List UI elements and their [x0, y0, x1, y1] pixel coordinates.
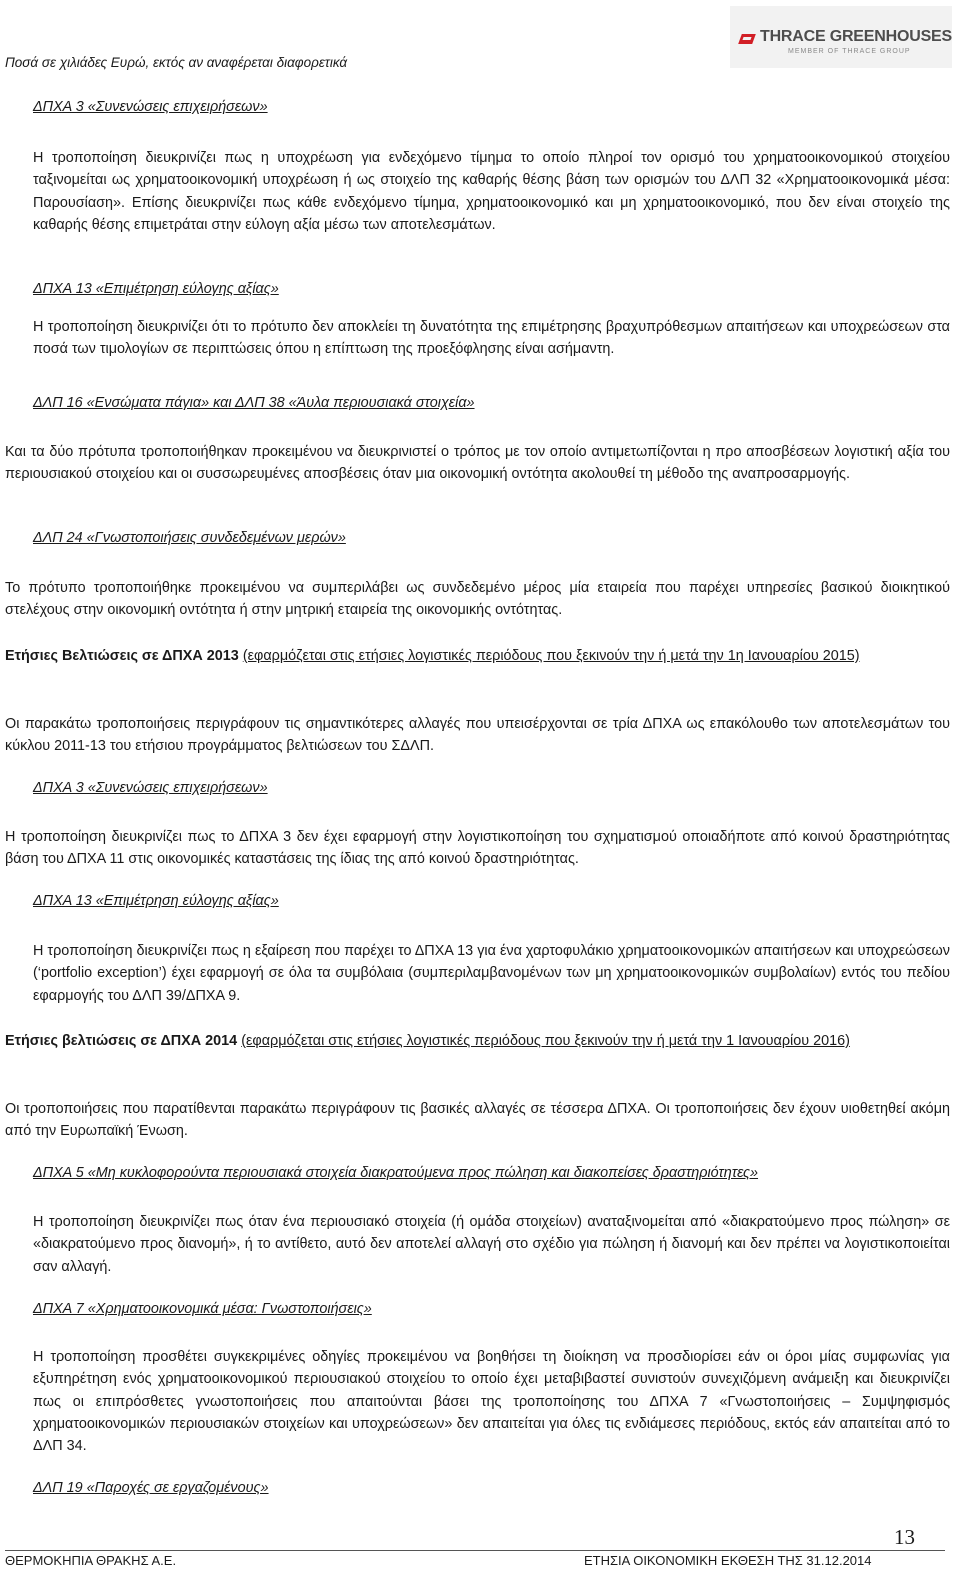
section-heading: ΔΠΧΑ 13 «Επιμέτρηση εύλογης αξίας» — [33, 281, 279, 297]
section-body: Και τα δύο πρότυπα τροποποιήθηκαν προκειμένου να διευκρινιστεί ο τρόπος με τον οποίο αντιμετωπίζονται η προ αποσβέσεων λογιστική αξία του περιουσιακού στοιχείου και οι συσσωρευμένες αποσβέσεις όταν μια οικονομική οντότητα ακολουθεί τη μέθοδο της αναπροσαρμογής. — [5, 444, 950, 483]
section-body: Το πρότυπο τροποποιήθηκε προκειμένου να συμπεριλάβει ως συνδεδεμένο μέρος μία εταιρεία που παρέχει υπηρεσίες βασικού διοικητικού στελέχους στην οικονομική οντότητα ή στην μητρική εταιρεία της οικονομικής οντότητας. — [5, 580, 950, 619]
section-heading: ΔΛΠ 16 «Ενσώματα πάγια» και ΔΛΠ 38 «Άυλα περιουσιακά στοιχεία» — [33, 395, 475, 411]
logo-name: THRACE GREENHOUSES — [760, 28, 952, 45]
section-body: Η τροποποίηση προσθέτει συγκεκριμένες οδηγίες προκειμένου να βοηθήσει τη διοίκηση να προσδιορίσει εάν οι όροι μίας συμφωνίας για εξυπηρέτηση ενός χρηματοοικονομικού περιουσιακού στοιχείου το οποίο έχει μεταβιβαστεί συνιστούν συνεχιζόμενη ανάμειξη και διευκρινίζει πως οι επιπρόσθετες γνωστοποιήσεις που απαιτούνται βάσει της τροποποίησης του ΔΠΧΑ 7 «Γνωστοποιήσεις – Συμψηφισμός χρηματοοικονομικών περιουσιακών στοιχείων και υποχρεώσεων» δεν απαιτείται για όλες τις ενδιάμεσες περιόδους, εκτός εάν απαιτείται από το ΔΛΠ 34. — [33, 1349, 950, 1455]
logo-subtitle: MEMBER OF THRACE GROUP — [788, 48, 911, 55]
section-body: Η τροποποίηση διευκρινίζει πως η εξαίρεση που παρέχει το ΔΠΧΑ 13 για ένα χαρτοφυλάκιο χρηματοοικονομικών απαιτήσεων και υποχρεώσεων (‘portfolio exception’) έχει εφαρμογή σε όλα τα συμβόλαια (συμπεριλαμβανομένων των μη χρηματοοικονομικών συμβολαίων) εντός του πεδίου εφαρμογής του ΔΛΠ 39/ΔΠΧΑ 9. — [33, 943, 950, 1004]
section-heading: ΔΠΧΑ 13 «Επιμέτρηση εύλογης αξίας» — [33, 893, 279, 909]
section-heading: ΔΠΧΑ 5 «Μη κυκλοφορούντα περιουσιακά στοιχεία διακρατούμενα προς πώληση και διακοπείσες δραστηριότητες» — [33, 1165, 759, 1181]
footer-divider — [5, 1550, 945, 1551]
section-body: Η τροποποίηση διευκρινίζει πως το ΔΠΧΑ 3 δεν έχει εφαρμογή στην λογιστικοποίηση του σχηματισμού οποιαδήποτε από κοινού δραστηριότητας βάση του ΔΠΧΑ 11 στις οικονομικές καταστάσεις της ίδιας της από κοινού δραστηριότητας. — [5, 829, 950, 868]
section-body: Οι τροποποιήσεις που παρατίθενται παρακάτω περιγράφουν τις βασικές αλλαγές σε τέσσερα ΔΠΧΑ. Οι τροποποιήσεις δεν έχουν υιοθετηθεί ακόμη από την Ευρωπαϊκή Ένωση. — [5, 1101, 950, 1140]
header-note: Ποσά σε χιλιάδες Ευρώ, εκτός αν αναφέρεται διαφορετικά — [5, 55, 348, 70]
footer-company: ΘΕΡΜΟΚΗΠΙΑ ΘΡΑΚΗΣ Α.Ε. — [5, 1553, 177, 1568]
annual-improvements-2013-title: Ετήσιες Βελτιώσεις σε ΔΠΧΑ 2013 (εφαρμόζεται στις ετήσιες λογιστικές περιόδους που ξεκινούν την ή μετά την 1η Ιανουαρίου 2015) — [5, 648, 860, 664]
page-number: 13 — [894, 1525, 915, 1549]
section-heading: ΔΛΠ 24 «Γνωστοποιήσεις συνδεδεμένων μερών» — [33, 530, 346, 546]
section-heading: ΔΠΧΑ 3 «Συνενώσεις επιχειρήσεων» — [33, 99, 268, 115]
section-heading: ΔΠΧΑ 3 «Συνενώσεις επιχειρήσεων» — [33, 780, 268, 796]
annual-improvements-2014-title: Ετήσιες βελτιώσεις σε ΔΠΧΑ 2014 (εφαρμόζεται στις ετήσιες λογιστικές περιόδους που ξεκινούν την ή μετά την 1 Ιανουαρίου 2016) — [5, 1033, 850, 1049]
section-body: Η τροποποίηση διευκρινίζει πως η υποχρέωση για ενδεχόμενο τίμημα το οποίο πληροί τον ορισμό του χρηματοοικονομικού στοιχείου ταξινομείται ως χρηματοοικονομική υποχρέωση ή ως στοιχείο της καθαρής θέσης βάση των ορισμών του ΔΛΠ 32 «Χρηματοοικονομικά μέσα: Παρουσίαση». Επίσης διευκρινίζει πως κάθε ενδεχόμενο τίμημα, χρηματοοικονομικό και μη χρηματοοικονομικό, που δεν είναι στοιχείο της καθαρής θέσης επιμετράται στην εύλογη αξία μέσω των αποτελεσμάτων. — [33, 150, 950, 233]
section-heading: ΔΠΧΑ 7 «Χρηματοοικονομικά μέσα: Γνωστοποιήσεις» — [33, 1301, 372, 1317]
company-logo — [730, 6, 952, 68]
section-body: Η τροποποίηση διευκρινίζει ότι το πρότυπο δεν αποκλείει τη δυνατότητα της επιμέτρησης βραχυπρόθεσμων απαιτήσεων και υποχρεώσεων στα ποσά των τιμολογίων σε περιπτώσεις όπου η επίπτωση της προεξόφλησης είναι ασήμαντη. — [33, 319, 950, 358]
section-heading: ΔΛΠ 19 «Παροχές σε εργαζομένους» — [33, 1480, 269, 1496]
footer-report-title: ΕΤΗΣΙΑ ΟΙΚΟΝΟΜΙΚΗ ΕΚΘΕΣΗ ΤΗΣ 31.12.2014 — [584, 1553, 872, 1568]
section-body: Οι παρακάτω τροποποιήσεις περιγράφουν τις σημαντικότερες αλλαγές που υπεισέρχονται σε τρία ΔΠΧΑ ως επακόλουθο των αποτελεσμάτων του κύκλου 2011-13 του ετήσιου προγράμματος βελτιώσεων του ΣΔΛΠ. — [5, 716, 950, 755]
section-body: Η τροποποίηση διευκρινίζει πως όταν ένα περιουσιακό στοιχεία (ή ομάδα στοιχείων) αναταξινομείται από «διακρατούμενο προς πώληση» σε «διακρατούμενο προς διανομή», ή το αντίθετο, αυτό δεν αποτελεί αλλαγή στο σχέδιο για πώληση ή διανομή και δεν πρέπει να λογιστικοποιείται σαν αλλαγή. — [33, 1214, 950, 1275]
